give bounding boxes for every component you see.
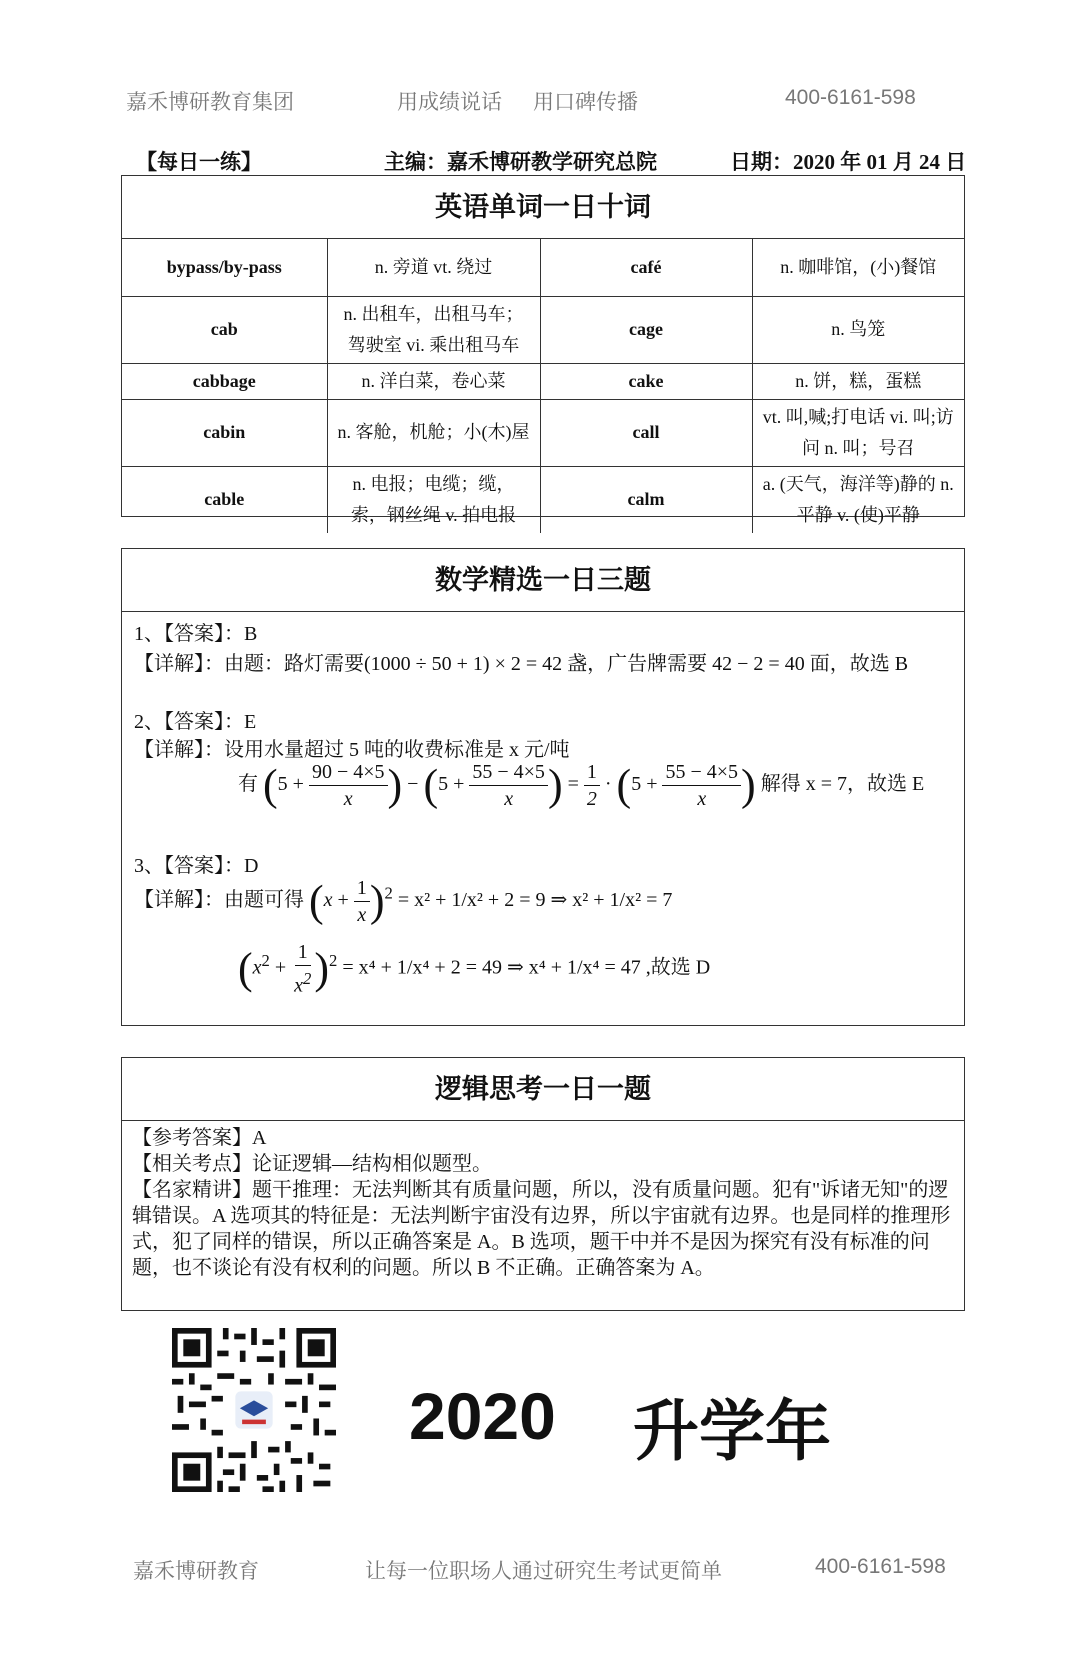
q1-answer: 1、【答案】：B: [134, 623, 258, 645]
word: cage: [540, 296, 752, 363]
q2-detail-text: 设用水量超过 5 吨的收费标准是 x 元/吨: [224, 739, 570, 761]
word: call: [540, 399, 752, 466]
header-motto-2: 用口碑传播: [533, 91, 638, 114]
table-row: [122, 239, 964, 296]
q3-detail-line-1: 【详解】：由题可得 (x + $\frac{1}{x}$ )$^2$ = x² + 1/x² + 2 = 9 ⇒ x² + 1/x² = 7: [134, 876, 673, 926]
meaning: a. (天气，海洋等)静的 n. 平静 v. (使)平静: [752, 466, 964, 533]
fraction-denominator: 2: [586, 788, 597, 810]
q3-detail-text: 由题可得: [224, 889, 304, 912]
table-row: [122, 296, 964, 363]
logic-analysis: 【名家精讲】题干推理：无法判断其有质量问题，所以，没有质量问题。犯有"诉诸无知"的逻辑错误。A 选项其的特征是：无法判断宇宙没有边界，所以宇宙就有边界。也是同样的推理形式，犯了同样的错误，所以正确答案是 A。B 选项，题干中并不是因为探究有没有标准的问题，也不谈论有没有权利的问题。所以 B 不正确。正确答案为 A。: [132, 1179, 951, 1279]
q1-detail: [134, 647, 908, 676]
qr-code-image: [172, 1328, 336, 1492]
meaning: n. 饼，糕，蛋糕: [752, 363, 964, 399]
vocab-table: [122, 239, 964, 533]
q3-detail-line-2: ($x^2$ + $\frac{1}{x^2}$ )$^2$ = x⁴ + 1/x⁴ + 2 = 49 ⇒ x⁴ + 1/x⁴ = 47 ,故选 D: [238, 941, 711, 997]
q3-line1-tail: = x² + 1/x² + 2 = 9 ⇒ x² + 1/x² = 7: [397, 889, 673, 912]
logic-topic: 【相关考点】论证逻辑—结构相似题型。: [132, 1153, 492, 1175]
promo-year: 2020: [409, 1379, 556, 1453]
q2-eq-suffix: 解得 x = 7，故选 E: [760, 773, 925, 796]
fraction-denominator: x: [343, 788, 353, 810]
logic-section: [121, 1057, 965, 1311]
detail-label: 【详解】：: [134, 739, 224, 761]
meaning: n. 旁道 vt. 绕过: [327, 239, 540, 296]
word: cabin: [122, 399, 327, 466]
fraction-numerator: 55 − 4×5: [469, 759, 548, 786]
meaning: n. 咖啡馆，(小)餐馆: [752, 239, 964, 296]
header-motto-1: 用成绩说话: [397, 91, 502, 114]
meaning: n. 洋白菜，卷心菜: [327, 363, 540, 399]
meaning: n. 出租车，出租马车；驾驶室 vi. 乘出租马车: [327, 296, 540, 363]
word: café: [540, 239, 752, 296]
q2-equation: 有 (5 + $\frac{90 - 4\times 5}{x}$ ) − (5 + $\frac{55 - 4\times 5}{x}$ ) = $\frac{1}{2}$ · (5 + $\frac{55 - 4\times 5}{x}$ ) 解得 x = 7，故选 E: [238, 760, 925, 810]
word: cab: [122, 296, 327, 363]
table-row: [122, 363, 964, 399]
detail-label: 【详解】：: [134, 889, 224, 912]
q3-answer: 3、【答案】：D: [134, 855, 259, 877]
footer-org: 嘉禾博研教育: [133, 1560, 259, 1583]
vocab-title: 英语单词一日十词: [122, 176, 964, 239]
word: bypass/by-pass: [122, 239, 327, 296]
word: cable: [122, 466, 327, 533]
q2-answer: 2、【答案】：E: [134, 711, 257, 733]
table-row: [122, 399, 964, 466]
promo-text: 升学年: [633, 1394, 831, 1468]
q3-line2-tail: = x⁴ + 1/x⁴ + 2 = 49 ⇒ x⁴ + 1/x⁴ = 47 ,故选 D: [342, 956, 711, 979]
editor-line: 主编：嘉禾博研教学研究总院: [384, 150, 657, 174]
header-phone: 400-6161-598: [785, 86, 916, 109]
meaning: n. 客舱，机舱；小(木)屋: [327, 399, 540, 466]
word: cabbage: [122, 363, 327, 399]
fraction-numerator: 90 − 4×5: [309, 759, 388, 786]
meaning: vt. 叫,喊;打电话 vi. 叫;访问 n. 叫；号召: [752, 399, 964, 466]
footer-phone: 400-6161-598: [815, 1555, 946, 1578]
fraction-numerator: 1: [584, 759, 600, 786]
table-row: [122, 466, 964, 533]
word: cake: [540, 363, 752, 399]
q2-detail: [134, 733, 570, 762]
vocab-section: [121, 175, 965, 525]
math-title: 数学精选一日三题: [122, 549, 964, 612]
footer-tagline: 让每一位职场人通过研究生考试更简单: [365, 1560, 722, 1583]
header-org: 嘉禾博研教育集团: [126, 91, 294, 114]
daily-practice-tag: 【每日一练】: [136, 150, 262, 174]
detail-label: 【详解】：: [134, 653, 224, 675]
meaning: n. 电报；电缆；缆，索，钢丝绳 v. 拍电报: [327, 466, 540, 533]
date-line: 日期：2020 年 01 月 24 日: [730, 150, 967, 174]
logic-title: 逻辑思考一日一题: [122, 1058, 964, 1121]
meaning: n. 鸟笼: [752, 296, 964, 363]
logic-answer: 【参考答案】A: [132, 1127, 267, 1149]
q2-eq-prefix: 有: [238, 773, 258, 796]
word: calm: [540, 466, 752, 533]
fraction-numerator: 55 − 4×5: [662, 759, 741, 786]
math-section: [121, 548, 965, 1026]
fraction-denominator: x: [504, 788, 514, 810]
logic-body: [122, 1121, 964, 1281]
fraction-denominator: x: [697, 788, 707, 810]
q1-detail-text: 由题：路灯需要(1000 ÷ 50 + 1) × 2 = 42 盏，广告牌需要 42 − 2 = 40 面，故选 B: [224, 653, 909, 675]
